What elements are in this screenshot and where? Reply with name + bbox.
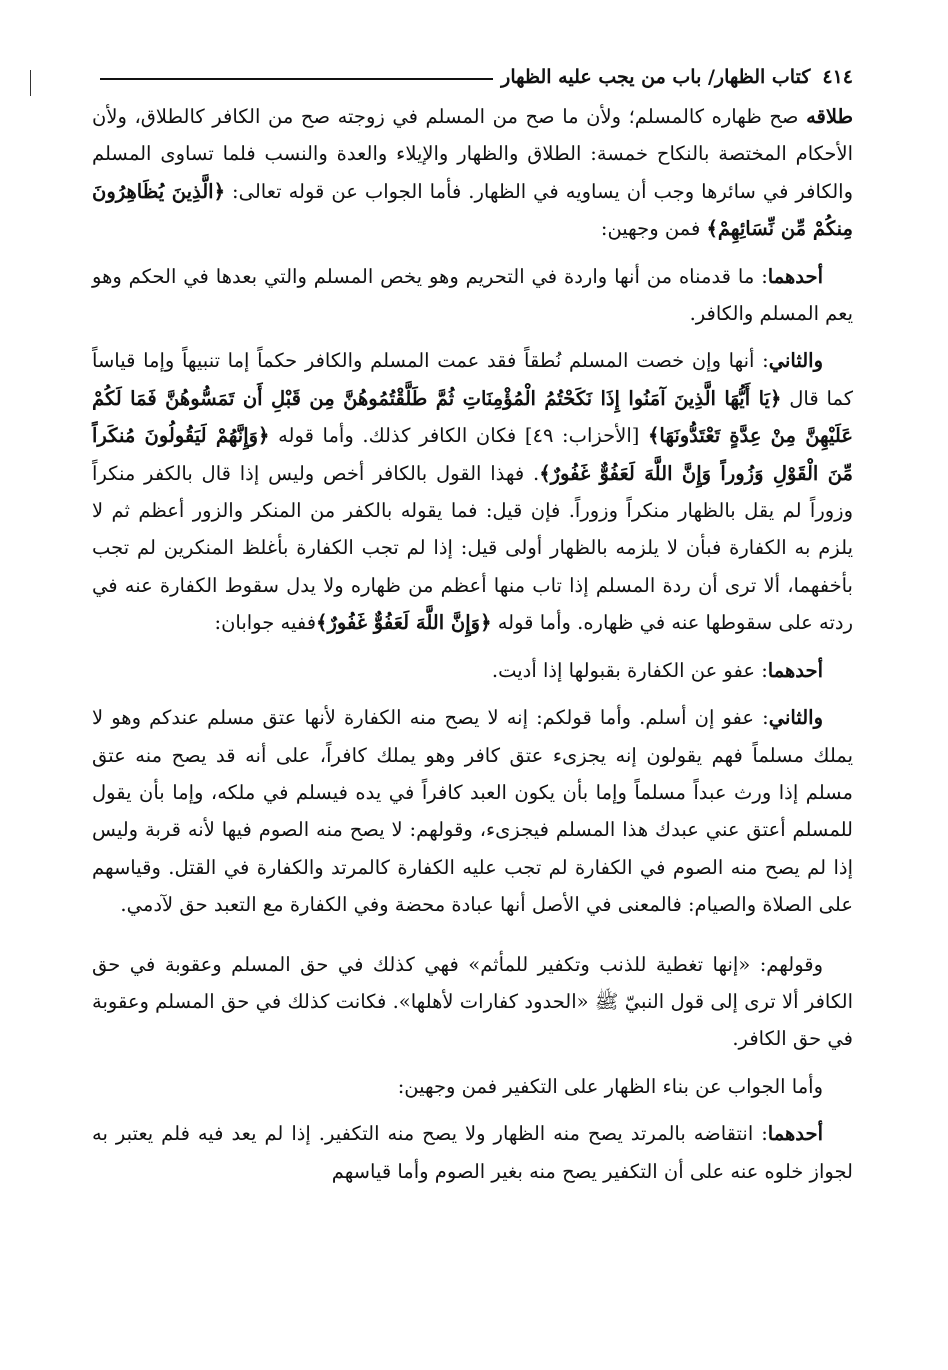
text: [الأحزاب: ٤٩] فكان الكافر كذلك. وأما قوله <box>269 424 648 448</box>
paragraph-5 <box>92 699 853 923</box>
lead-word: أحدهما <box>767 658 823 682</box>
quran-verse: ﴿يَا أَيُّهَا الَّذِينَ آمَنُوا إِذَا نَكَحْتُمُ الْمُؤْمِنَاتِ ثُمَّ طَلَّقْتُمُوهُنَّ مِن قَبْلِ أَن تَمَسُّوهُنَّ فَمَا لَكُمْ عَلَيْهِنَّ مِنْ عِدَّةٍ تَعْتَدُّونَهَا﴾ <box>92 386 853 448</box>
lead-word: وأما الجواب <box>727 1074 823 1098</box>
text: . فهذا القول بالكافر أخص وليس إذا قال بالكفر منكراً وزوراً لم يقل بالظهار منكراً وزوراً. فإن قيل: فما يقوله بالكفر من المنكر والزور أعظم ثم لا يلزم به الكفارة فبأن لا يلزمه بالظهار أولى قيل: إذا لم تجب الكفارة بأغلظ المنكرين لم تجب بأخفهما، ألا ترى أن ردة المسلم إذا تاب منها أعظم من ظهاره ولا يدل سقوط الكفارة عنه في ردته على سقوطها عنه في ظهاره. وأما قوله <box>92 461 853 635</box>
paragraph-6 <box>92 946 853 1058</box>
page-body <box>92 98 853 1190</box>
text: : ما قدمناه من أنها واردة في التحريم وهو يخص المسلم والتي بعدها في الحكم وهو يعم المسلم والكافر. <box>92 264 853 326</box>
lead-word: أحدهما <box>767 264 823 288</box>
paragraph-7 <box>92 1068 853 1105</box>
lead-word: طلاقه <box>806 105 853 128</box>
chapter-title: كتاب الظهار/ باب من يجب عليه الظهار <box>501 66 811 88</box>
lead-word: والثاني <box>768 706 823 730</box>
page-number: ٤١٤ <box>822 66 853 88</box>
text: وقولهم: «إنها تغطية للذنب وتكفير للمأثم» فهي كذلك في حق المسلم وعقوبة في حق الكافر ألا ترى إلى قول النبيّ ﷺ «الحدود كفارات لأهلها». فكانت كذلك في حق المسلم وعقوبة في حق الكافر. <box>92 952 853 1051</box>
quran-verse: ﴿وَإِنَّهُمْ لَيَقُولُونَ مُنكَراً مِّنَ الْقَوْلِ وَزُوراً وَإِنَّ اللَّهَ لَعَفُوٌّ غَفُورٌ﴾ <box>92 424 853 485</box>
running-header <box>92 62 853 92</box>
text: ففيه جوابان: <box>214 611 317 635</box>
paragraph-8 <box>92 1115 853 1190</box>
lead-word: والثاني <box>768 349 823 373</box>
paragraph-2 <box>92 258 853 333</box>
margin-mark <box>30 70 31 96</box>
text: فمن وجهين: <box>600 217 707 241</box>
paragraph-1 <box>92 98 853 248</box>
header-rule <box>100 78 493 80</box>
paragraph-3 <box>92 342 853 641</box>
text: : انتقاضه بالمرتد يصح منه الظهار ولا يصح منه التكفير. إذا لم يعد فيه فلم يعتبر به لجواز خلوه عنه على أن التكفير يصح منه بغير الصوم وأما قياسهم <box>92 1122 853 1183</box>
quran-verse: ﴿وَإِنَّ اللَّهَ لَعَفُوٌّ غَفُورٌ﴾ <box>316 611 492 635</box>
lead-word: أحدهما <box>767 1122 823 1146</box>
text: : أنها وإن خصت المسلم نُطقاً فقد عمت المسلم والكافر حكماً إما تنبيهاً وإما قياساً كما قال <box>92 349 854 410</box>
text: : عفو إن أسلم. وأما قولكم: إنه لا يصح منه الكفارة لأنها عتق مسلم عندكم وهو لا يملك مسلماً فهم يقولون إنه يجزىء عتق كافر وهو يملك كافراً، على أنه قد يصح منه عتق مسلم إذا ورث عبداً مسلماً وإما بأن يكون العبد كافراً في يده فيسلم في ملكه، وإما بأن يقول للمسلم أعتق عني عبدك هذا المسلم فيجزىء، وقولهم: لا يصح منه الصوم فيها لأنه قربة وليس إذا لم يصح منه الصوم في الكفارة لم تجب عليه الكفارة كالمرتد والكفارة في القتل. وقياسهم على الصلاة والصيام: فالمعنى في الأصل أنها عبادة محضة وفي الكفارة مع التعبد حق لآدمي. <box>92 706 853 917</box>
text: صح ظهاره كالمسلم؛ ولأن ما صح من المسلم في زوجته صح من الكافر كالطلاق، ولأن الأحكام المختصة بالنكاح خمسة: الطلاق والظهار والإيلاء والعدة والنسب فلما تساوى المسلم والكافر في سائرها وجب أن يساويه في الظهار. فأما الجواب عن قوله تعالى: <box>92 105 853 203</box>
book-page <box>92 62 853 1350</box>
text: عن بناء الظهار على التكفير فمن وجهين: <box>397 1074 728 1098</box>
paragraph-4 <box>92 652 853 689</box>
quran-verse: ﴿الَّذِينَ يُظَاهِرُونَ مِنكُمْ مِّن نِّسَائِهِمْ﴾ <box>92 179 853 241</box>
text: : عفو عن الكفارة بقبولها إذا أديت. <box>491 658 768 682</box>
